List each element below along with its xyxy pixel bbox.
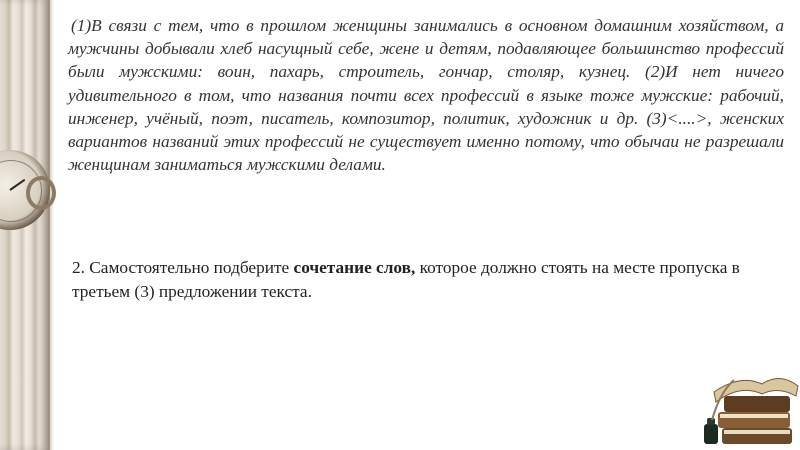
pocket-watch-chain-icon (26, 176, 56, 210)
book-middle-pages (720, 414, 788, 418)
book-top (724, 396, 790, 412)
books-inkwell-icon (700, 362, 800, 450)
inkwell-cap (707, 418, 715, 425)
inkwell (704, 424, 718, 444)
task-text (72, 256, 782, 304)
passage-text: (1)В связи с тем, что в прошлом женщины занимались в основном домашним хозяйством, а мужчины добывали хлеб насущный себе, жене и детям, подавляющее большинство профессий были мужскими: воин, пахарь, строитель, гончар, столяр, кузнец. (2)И нет ничего удивительного в том, что названия почти всех профессий в языке тоже мужские: рабочий, инженер, учёный, поэт, писатель, композитор, политик, художник и др. (3)<....>, женских вариантов названий этих профессий не существует именно потому, что обычаи не разрешали женщинам заниматься мужскими делами. (68, 16, 784, 175)
task-suffix: которое должно стоять на месте пропуска в третьем (3) предложении текста. (72, 258, 740, 301)
curtain-shadow (48, 0, 54, 450)
task-emphasis: сочетание слов, (293, 258, 416, 277)
book-bottom-pages (724, 430, 790, 434)
task-prefix: 2. Самостоятельно подберите (72, 258, 294, 277)
